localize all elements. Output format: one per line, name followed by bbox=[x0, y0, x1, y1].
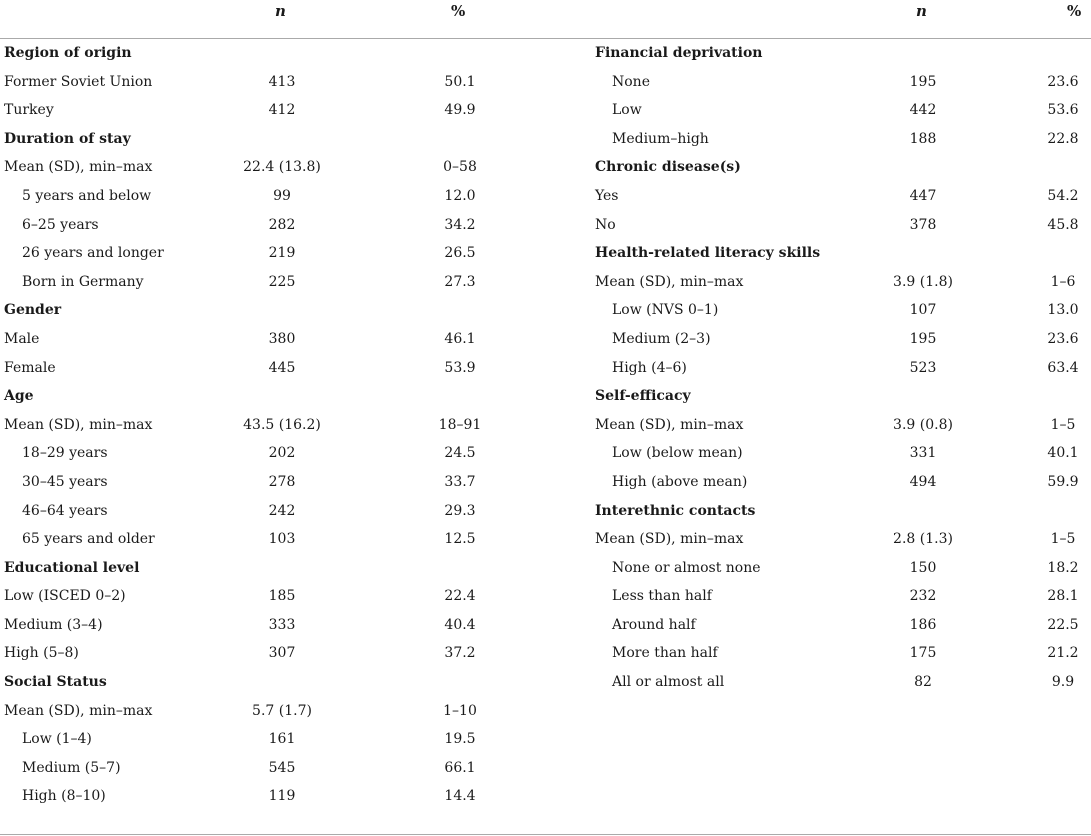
table-row bbox=[545, 411, 1091, 440]
row-label: Male bbox=[4, 330, 40, 347]
section-heading: Age bbox=[4, 388, 34, 405]
percent-cell: 40.4 bbox=[444, 616, 476, 633]
row-label: 65 years and older bbox=[22, 531, 155, 548]
section-heading-row bbox=[0, 125, 545, 154]
percent-cell: 33.7 bbox=[444, 473, 476, 490]
section-heading-row bbox=[545, 39, 1091, 68]
row-label: No bbox=[595, 216, 616, 233]
row-label: 26 years and longer bbox=[22, 245, 164, 262]
section-heading-row bbox=[0, 554, 545, 583]
percent-cell: 1–5 bbox=[1050, 531, 1076, 548]
table-row bbox=[0, 211, 545, 240]
table-row bbox=[0, 411, 545, 440]
table-row bbox=[545, 182, 1091, 211]
percent-cell: 37.2 bbox=[444, 645, 476, 662]
table-row bbox=[0, 268, 545, 297]
percent-cell: 23.6 bbox=[1047, 73, 1079, 90]
percent-cell: 24.5 bbox=[444, 445, 476, 462]
table-row bbox=[545, 125, 1091, 154]
row-label: Mean (SD), min–max bbox=[595, 416, 744, 433]
row-label: Female bbox=[4, 359, 56, 376]
row-label: Mean (SD), min–max bbox=[595, 531, 744, 548]
count-cell: 99 bbox=[273, 187, 291, 204]
section-heading: Region of origin bbox=[4, 45, 132, 61]
table-row bbox=[545, 639, 1091, 668]
percent-cell: 59.9 bbox=[1047, 473, 1079, 490]
row-label: Turkey bbox=[4, 102, 54, 119]
table-row bbox=[0, 439, 545, 468]
count-cell: 195 bbox=[909, 73, 937, 90]
count-cell: 43.5 (16.2) bbox=[243, 416, 321, 433]
row-label: Low (ISCED 0–2) bbox=[4, 588, 126, 605]
percent-cell: 49.9 bbox=[444, 102, 476, 119]
table-row bbox=[545, 582, 1091, 611]
right-n-header: n bbox=[916, 2, 927, 20]
table-row bbox=[0, 497, 545, 526]
section-heading: Financial deprivation bbox=[595, 45, 763, 61]
count-cell: 107 bbox=[909, 302, 937, 319]
count-cell: 2.8 (1.3) bbox=[893, 531, 953, 548]
count-cell: 333 bbox=[268, 616, 296, 633]
table-row bbox=[545, 268, 1091, 297]
section-heading: Educational level bbox=[4, 559, 140, 576]
row-label: Former Soviet Union bbox=[4, 73, 153, 90]
row-label: 5 years and below bbox=[22, 187, 152, 204]
count-cell: 82 bbox=[914, 674, 932, 691]
row-label: 46–64 years bbox=[22, 502, 108, 519]
count-cell: 185 bbox=[268, 588, 296, 605]
percent-cell: 18.2 bbox=[1047, 559, 1079, 576]
table-row bbox=[545, 554, 1091, 583]
table-row bbox=[0, 639, 545, 668]
table-row bbox=[545, 354, 1091, 383]
section-heading: Chronic disease(s) bbox=[595, 159, 741, 176]
count-cell: 232 bbox=[909, 588, 937, 605]
count-cell: 5.7 (1.7) bbox=[252, 702, 312, 719]
section-heading-row bbox=[0, 382, 545, 411]
count-cell: 494 bbox=[909, 473, 937, 490]
row-label: Medium (5–7) bbox=[22, 759, 121, 776]
section-heading: Self-efficacy bbox=[595, 388, 691, 405]
row-label: Mean (SD), min–max bbox=[595, 273, 744, 290]
table-row bbox=[0, 182, 545, 211]
row-label: None or almost none bbox=[612, 559, 761, 576]
section-heading-row bbox=[545, 153, 1091, 182]
percent-cell: 12.0 bbox=[444, 187, 476, 204]
section-heading: Social Status bbox=[4, 674, 107, 691]
percent-cell: 1–5 bbox=[1050, 416, 1076, 433]
table-row bbox=[0, 96, 545, 125]
percent-cell: 28.1 bbox=[1047, 588, 1079, 605]
row-label: High (above mean) bbox=[612, 473, 748, 490]
table-row bbox=[0, 611, 545, 640]
percent-cell: 54.2 bbox=[1047, 187, 1079, 204]
left-n-header: n bbox=[275, 2, 286, 20]
table-row bbox=[545, 525, 1091, 554]
table-row bbox=[545, 325, 1091, 354]
right-column bbox=[545, 39, 1091, 697]
section-heading-row bbox=[545, 239, 1091, 268]
row-label: High (8–10) bbox=[22, 788, 106, 805]
count-cell: 380 bbox=[268, 330, 296, 347]
percent-cell: 1–6 bbox=[1050, 273, 1076, 290]
count-cell: 119 bbox=[268, 788, 296, 805]
percent-cell: 45.8 bbox=[1047, 216, 1079, 233]
table-row bbox=[0, 325, 545, 354]
percent-cell: 34.2 bbox=[444, 216, 476, 233]
count-cell: 103 bbox=[268, 531, 296, 548]
count-cell: 219 bbox=[268, 245, 296, 262]
count-cell: 202 bbox=[268, 445, 296, 462]
percent-cell: 22.8 bbox=[1047, 130, 1079, 147]
row-label: Medium (2–3) bbox=[612, 330, 711, 347]
table-row bbox=[0, 725, 545, 754]
row-label: 6–25 years bbox=[22, 216, 99, 233]
count-cell: 278 bbox=[268, 473, 296, 490]
table-row bbox=[0, 782, 545, 811]
percent-cell: 18–91 bbox=[438, 416, 482, 433]
count-cell: 150 bbox=[909, 559, 937, 576]
table-row bbox=[0, 582, 545, 611]
percent-cell: 14.4 bbox=[444, 788, 476, 805]
section-heading-row bbox=[0, 39, 545, 68]
row-label: Low bbox=[612, 102, 642, 119]
percent-cell: 29.3 bbox=[444, 502, 476, 519]
percent-cell: 22.4 bbox=[444, 588, 476, 605]
count-cell: 195 bbox=[909, 330, 937, 347]
left-percent-header: % bbox=[451, 2, 466, 20]
count-cell: 442 bbox=[909, 102, 937, 119]
table-row bbox=[0, 754, 545, 783]
count-cell: 413 bbox=[268, 73, 296, 90]
section-heading-row bbox=[545, 382, 1091, 411]
row-label: Yes bbox=[595, 187, 619, 204]
table-row bbox=[0, 468, 545, 497]
section-heading: Gender bbox=[4, 302, 62, 319]
percent-cell: 23.6 bbox=[1047, 330, 1079, 347]
count-cell: 412 bbox=[268, 102, 296, 119]
row-label: Medium (3–4) bbox=[4, 616, 103, 633]
table-row bbox=[0, 525, 545, 554]
table-row bbox=[545, 439, 1091, 468]
count-cell: 22.4 (13.8) bbox=[243, 159, 321, 176]
row-label: Medium–high bbox=[612, 130, 709, 147]
count-cell: 378 bbox=[909, 216, 937, 233]
count-cell: 523 bbox=[909, 359, 937, 376]
percent-cell: 53.9 bbox=[444, 359, 476, 376]
percent-cell: 63.4 bbox=[1047, 359, 1079, 376]
row-label: Low (NVS 0–1) bbox=[612, 302, 719, 319]
count-cell: 175 bbox=[909, 645, 937, 662]
percent-cell: 0–58 bbox=[443, 159, 477, 176]
section-heading: Health-related literacy skills bbox=[595, 245, 821, 262]
count-cell: 186 bbox=[909, 616, 937, 633]
row-label: 18–29 years bbox=[22, 445, 108, 462]
table-row bbox=[545, 211, 1091, 240]
percent-cell: 26.5 bbox=[444, 245, 476, 262]
percent-cell: 40.1 bbox=[1047, 445, 1079, 462]
count-cell: 445 bbox=[268, 359, 296, 376]
row-label: Mean (SD), min–max bbox=[4, 416, 153, 433]
row-label: None bbox=[612, 73, 650, 90]
percent-cell: 9.9 bbox=[1051, 674, 1075, 691]
table-row bbox=[545, 611, 1091, 640]
percent-cell: 12.5 bbox=[444, 531, 476, 548]
percent-cell: 46.1 bbox=[444, 330, 476, 347]
percent-cell: 19.5 bbox=[444, 731, 476, 748]
percent-cell: 13.0 bbox=[1047, 302, 1079, 319]
count-cell: 447 bbox=[909, 187, 937, 204]
section-heading-row bbox=[0, 296, 545, 325]
section-heading-row bbox=[545, 497, 1091, 526]
table-row bbox=[545, 468, 1091, 497]
row-label: Low (below mean) bbox=[612, 445, 743, 462]
table-row bbox=[0, 697, 545, 726]
percent-cell: 1–10 bbox=[443, 702, 477, 719]
percent-cell: 66.1 bbox=[444, 759, 476, 776]
row-label: High (4–6) bbox=[612, 359, 687, 376]
count-cell: 3.9 (1.8) bbox=[893, 273, 953, 290]
count-cell: 242 bbox=[268, 502, 296, 519]
row-label: Mean (SD), min–max bbox=[4, 702, 153, 719]
section-heading: Interethnic contacts bbox=[595, 502, 756, 519]
row-label: Low (1–4) bbox=[22, 731, 92, 748]
section-heading-row bbox=[0, 668, 545, 697]
table-row bbox=[0, 239, 545, 268]
percent-cell: 50.1 bbox=[444, 73, 476, 90]
table-row bbox=[0, 354, 545, 383]
table-row bbox=[0, 153, 545, 182]
table-body bbox=[0, 39, 1091, 835]
count-cell: 225 bbox=[268, 273, 296, 290]
table-row bbox=[0, 68, 545, 97]
table-row bbox=[545, 668, 1091, 697]
row-label: High (5–8) bbox=[4, 645, 79, 662]
row-label: Mean (SD), min–max bbox=[4, 159, 153, 176]
row-label: Less than half bbox=[612, 588, 712, 605]
percent-cell: 27.3 bbox=[444, 273, 476, 290]
count-cell: 188 bbox=[909, 130, 937, 147]
percent-cell: 21.2 bbox=[1047, 645, 1079, 662]
count-cell: 3.9 (0.8) bbox=[893, 416, 953, 433]
percent-cell: 22.5 bbox=[1047, 616, 1079, 633]
left-column bbox=[0, 39, 545, 811]
right-percent-header: % bbox=[1067, 2, 1082, 20]
row-label: All or almost all bbox=[612, 674, 725, 691]
count-cell: 331 bbox=[909, 445, 937, 462]
table-row bbox=[545, 296, 1091, 325]
row-label: Born in Germany bbox=[22, 273, 144, 290]
row-label: More than half bbox=[612, 645, 718, 662]
table-row bbox=[545, 96, 1091, 125]
table-header bbox=[0, 0, 1091, 39]
count-cell: 161 bbox=[268, 731, 296, 748]
section-heading: Duration of stay bbox=[4, 130, 131, 147]
count-cell: 307 bbox=[268, 645, 296, 662]
percent-cell: 53.6 bbox=[1047, 102, 1079, 119]
row-label: 30–45 years bbox=[22, 473, 108, 490]
count-cell: 282 bbox=[268, 216, 296, 233]
table-row bbox=[545, 68, 1091, 97]
count-cell: 545 bbox=[268, 759, 296, 776]
row-label: Around half bbox=[612, 616, 696, 633]
